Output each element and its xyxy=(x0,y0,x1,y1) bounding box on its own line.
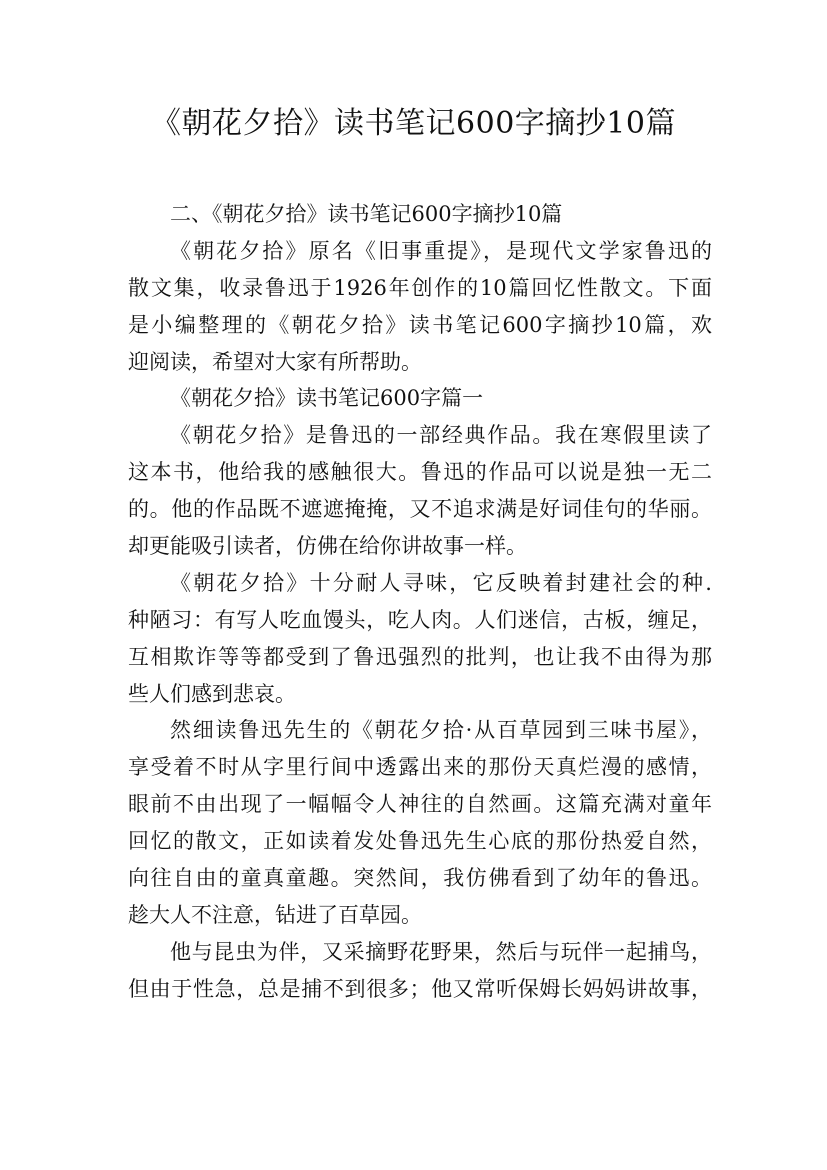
document-title: 《朝花夕拾》读书笔记600字摘抄10篇 xyxy=(151,106,676,141)
text-line: 《朝花夕拾》原名《旧事重提》，是现代文学家鲁迅的 xyxy=(170,238,712,263)
text-line: 但由于性急，总是捕不到很多；他又常听保姆长妈妈讲故事， xyxy=(128,976,712,1001)
text-line: 散文集，收录鲁迅于1926年创作的10篇回忆性散文。下面 xyxy=(128,275,712,300)
text-line: 却更能吸引读者，仿佛在给你讲故事一样。 xyxy=(128,534,527,559)
text-line: 种陋习：有写人吃血馒头，吃人肉。人们迷信，古板，缠足， xyxy=(128,607,712,632)
text-line: 然细读鲁迅先生的《朝花夕拾·从百草园到三味书屋》， xyxy=(170,718,712,743)
text-line: 这本书，他给我的感触很大。鲁迅的作品可以说是独一无二 xyxy=(128,460,712,485)
text-line: 眼前不由出现了一幅幅令人神往的自然画。这篇充满对童年 xyxy=(128,792,712,817)
text-line: 回忆的散文，正如读着发处鲁迅先生心底的那份热爱自然， xyxy=(128,829,712,854)
text-line: 向往自由的童真童趣。突然间，我仿佛看到了幼年的鲁迅。 xyxy=(128,866,712,891)
text-line: 的。他的作品既不遮遮掩掩，又不追求满是好词佳句的华丽。 xyxy=(128,497,712,522)
text-line: 些人们感到悲哀。 xyxy=(128,681,296,706)
text-line: 他与昆虫为伴，又采摘野花野果，然后与玩伴一起捕鸟， xyxy=(170,939,712,964)
text-line: 趁大人不注意，钻进了百草园。 xyxy=(128,902,422,927)
text-line: 是小编整理的《朝花夕拾》读书笔记600字摘抄10篇，欢 xyxy=(128,312,712,337)
text-line: 迎阅读，希望对大家有所帮助。 xyxy=(128,349,422,374)
text-line: 互相欺诈等等都受到了鲁迅强烈的批判，也让我不由得为那 xyxy=(128,644,712,669)
text-line: 二、《朝花夕拾》读书笔记600字摘抄10篇 xyxy=(170,202,563,226)
text-line: 《朝花夕拾》是鲁迅的一部经典作品。我在寒假里读了 xyxy=(170,423,712,448)
text-line: 《朝花夕拾》十分耐人寻味，它反映着封建社会的种. xyxy=(170,570,712,595)
document-body xyxy=(128,196,712,1008)
text-line: 享受着不时从字里行间中透露出来的那份天真烂漫的感情， xyxy=(128,755,712,780)
text-line: 《朝花夕拾》读书笔记600字篇一 xyxy=(170,386,484,411)
